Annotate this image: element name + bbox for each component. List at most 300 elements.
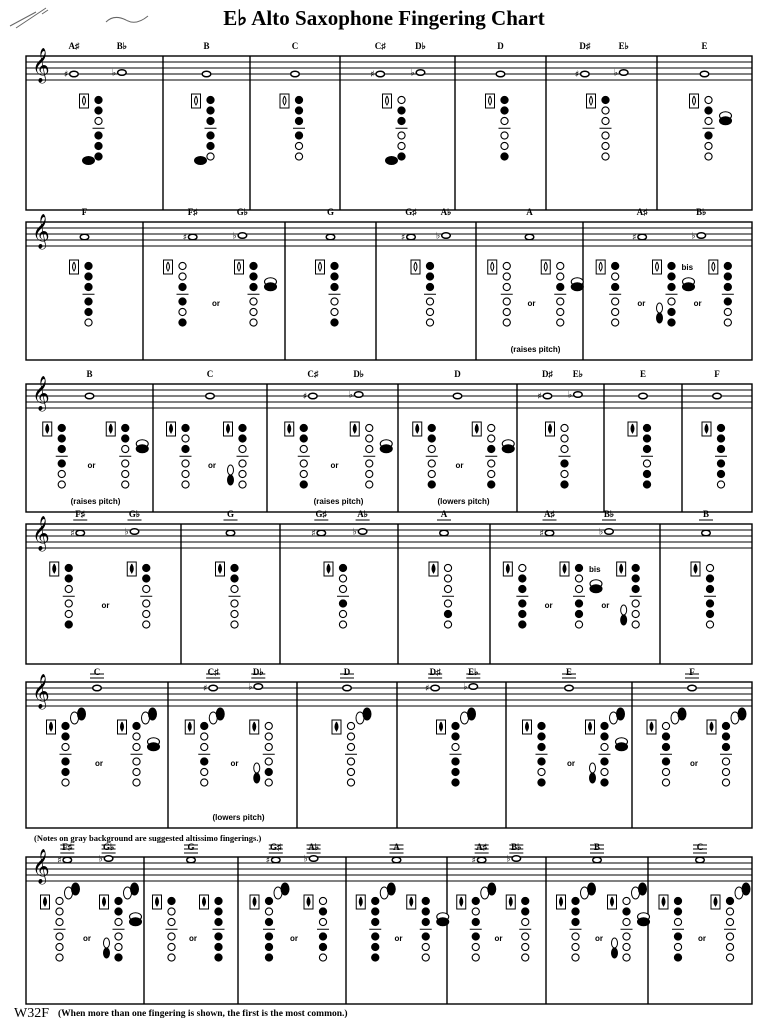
tone-hole-icon [250,308,257,315]
flat-icon: ♭ [352,527,357,538]
octave-key-icon [153,895,162,909]
tone-hole-icon [201,743,208,750]
palm-key-icon [71,708,86,724]
fingering-diagram [127,562,152,628]
tone-hole-icon [472,933,479,940]
tone-hole-icon [182,435,189,442]
tone-hole-icon [300,424,307,431]
sharp-icon: ♯ [203,684,208,694]
side-key-icon [148,743,160,751]
tone-hole-icon [122,424,129,431]
tone-hole-icon [179,308,186,315]
tone-hole-icon [668,319,675,326]
side-key-icon [571,283,583,291]
tone-hole-icon [572,943,579,950]
octave-key-icon [608,895,617,909]
sharp-icon: ♯ [471,856,477,866]
tone-hole-icon [239,445,246,452]
flat-icon: ♭ [248,682,253,693]
side-key-icon [136,445,148,453]
or-label: or [330,461,339,470]
tone-hole-icon [575,575,582,582]
tone-hole-icon [372,897,379,904]
note-head-icon [702,530,711,536]
note-label: F [689,667,695,677]
tone-hole-icon [575,600,582,607]
tone-hole-icon [612,308,619,315]
palm-key-icon [735,883,750,899]
tone-hole-icon [488,445,495,452]
tone-hole-icon [519,610,526,617]
tone-hole-icon [561,424,568,431]
fingering-diagram [167,422,192,488]
tone-hole-icon [602,107,609,114]
tone-hole-icon [632,600,639,607]
pitch-comment: (lowers pitch) [212,813,265,822]
music-staff [26,214,752,250]
tone-hole-icon [231,564,238,571]
tone-hole-icon [444,564,451,571]
or-label: or [637,299,646,308]
tone-hole-icon [85,283,92,290]
note-head-icon [416,70,425,76]
tone-hole-icon [632,621,639,628]
tone-hole-icon [612,273,619,280]
tone-hole-icon [265,768,272,775]
or-label: or [693,299,702,308]
note-cell [164,207,277,326]
note-head-icon [565,685,574,691]
tone-hole-icon [168,954,175,961]
fingering-diagram [47,708,86,786]
tone-hole-icon [538,743,545,750]
tone-hole-icon [95,132,102,139]
tone-hole-icon [602,96,609,103]
note-label: A♯ [476,842,488,852]
fingering-diagram [691,562,716,628]
tone-hole-icon [717,424,724,431]
low-key-icon [195,157,207,165]
or-label: or [595,934,603,943]
tone-hole-icon [207,153,214,160]
fingering-diagram [413,422,438,488]
tone-hole-icon [182,470,189,477]
note-label: C [696,842,704,852]
tone-hole-icon [339,600,346,607]
tone-hole-icon [182,460,189,467]
tone-hole-icon [207,142,214,149]
side-key-icon [265,283,277,291]
tone-hole-icon [398,142,405,149]
note-head-icon [343,685,352,691]
fingering-diagram [503,562,528,628]
tone-hole-icon [65,585,72,592]
tone-hole-icon [168,897,175,904]
tone-hole-icon [706,585,713,592]
pitch-comment: (raises pitch) [70,497,121,506]
octave-key-icon [127,562,136,576]
note-cell [503,509,641,628]
note-cell [192,41,217,165]
tone-hole-icon [201,722,208,729]
fingering-diagram [596,260,621,326]
fingering-row [26,509,752,664]
fingering-diagram [546,422,571,488]
octave-key-icon [80,94,89,108]
tone-hole-icon [705,142,712,149]
fingering-diagram [472,422,514,488]
palm-key-icon [274,883,289,899]
fingering-diagram [224,422,249,488]
tone-hole-icon [207,96,214,103]
tone-hole-icon [557,319,564,326]
tone-hole-icon [398,96,405,103]
tone-hole-icon [201,758,208,765]
treble-clef-icon: 𝄞 [32,48,50,83]
note-head-icon [376,71,385,77]
octave-key-icon [709,260,718,274]
side-c-key-icon [621,605,627,625]
tone-hole-icon [366,470,373,477]
tone-hole-icon [522,908,529,915]
note-cell [64,41,127,165]
fingering-diagram [429,562,454,628]
tone-hole-icon [331,273,338,280]
octave-key-icon [118,720,127,734]
tone-hole-icon [239,424,246,431]
sharp-icon: ♯ [632,233,637,243]
tone-hole-icon [58,435,65,442]
treble-clef-icon: 𝄞 [32,849,50,884]
tone-hole-icon [674,954,681,961]
note-cell [401,207,451,326]
tone-hole-icon [623,954,630,961]
fingering-diagram [407,895,449,961]
fingering-diagram [200,895,225,961]
tone-hole-icon [572,897,579,904]
tone-hole-icon [452,768,459,775]
tone-hole-icon [65,564,72,571]
tone-hole-icon [444,621,451,628]
octave-key-icon [557,895,566,909]
tone-hole-icon [717,460,724,467]
fingering-diagram [557,883,596,961]
fingering-diagram [118,708,160,786]
bis-label: bis [681,263,694,272]
tone-hole-icon [501,117,508,124]
palm-key-icon [142,708,157,724]
tone-hole-icon [319,897,326,904]
octave-key-icon [628,422,637,436]
note-head-icon [581,71,590,77]
tone-hole-icon [295,153,302,160]
fingering-diagram [43,422,68,488]
side-key-icon [130,918,142,926]
sharp-icon: ♯ [539,529,544,539]
note-cell [250,842,329,961]
octave-key-icon [437,720,446,734]
fingering-diagram [457,883,496,961]
flat-icon: ♭ [567,390,573,401]
tone-hole-icon [522,897,529,904]
tone-hole-icon [601,768,608,775]
tone-hole-icon [726,908,733,915]
note-cell [167,369,249,488]
tone-hole-icon [519,575,526,582]
tone-hole-icon [643,481,650,488]
note-head-icon [431,685,440,691]
flat-icon: ♭ [613,68,618,79]
tone-hole-icon [201,768,208,775]
tone-hole-icon [503,273,510,280]
tone-hole-icon [231,610,238,617]
tone-hole-icon [265,918,272,925]
note-cell [153,842,225,961]
fingering-diagram [486,94,511,160]
tone-hole-icon [668,273,675,280]
tone-hole-icon [95,142,102,149]
note-cell [628,369,653,488]
tone-hole-icon [239,470,246,477]
tone-hole-icon [612,319,619,326]
tone-hole-icon [724,298,731,305]
note-label: A♯ [636,207,648,217]
tone-hole-icon [472,943,479,950]
octave-key-icon [106,422,115,436]
tone-hole-icon [250,319,257,326]
note-label: D♯ [429,667,441,677]
fingering-diagram [100,883,142,961]
tone-hole-icon [662,779,669,786]
tone-hole-icon [398,107,405,114]
tone-hole-icon [717,435,724,442]
note-label: A♭ [308,842,319,852]
note-label: F [714,369,720,379]
fingering-diagram [250,883,289,961]
tone-hole-icon [168,918,175,925]
fingering-diagram [586,708,628,786]
tone-hole-icon [56,908,63,915]
tone-hole-icon [65,600,72,607]
music-staff [26,849,752,885]
tone-hole-icon [522,933,529,940]
note-cell [185,667,275,822]
tone-hole-icon [95,117,102,124]
tone-hole-icon [122,460,129,467]
fingering-diagram [106,422,148,488]
octave-key-icon [316,260,325,274]
or-label: or [527,299,536,308]
fingering-diagram [617,562,642,628]
sharp-icon: ♯ [302,392,308,402]
octave-key-icon [707,720,716,734]
palm-key-icon [481,883,496,899]
tone-hole-icon [717,445,724,452]
note-label: A♭ [440,207,452,217]
octave-key-icon [457,895,466,909]
tone-hole-icon [168,943,175,950]
tone-hole-icon [372,908,379,915]
note-label: D♭ [415,41,426,51]
tone-hole-icon [623,933,630,940]
tone-hole-icon [575,610,582,617]
tone-hole-icon [372,933,379,940]
note-head-icon [206,393,215,399]
octave-key-icon [586,720,595,734]
side-c-key-icon [228,465,234,485]
or-label: or [698,934,706,943]
tone-hole-icon [705,153,712,160]
note-cell [647,667,746,786]
tone-hole-icon [426,298,433,305]
tone-hole-icon [662,722,669,729]
note-cell [332,667,371,786]
tone-hole-icon [133,779,140,786]
fingering-diagram [70,260,95,326]
tone-hole-icon [602,117,609,124]
octave-key-icon [280,94,289,108]
tone-hole-icon [674,897,681,904]
note-head-icon [696,857,705,863]
flat-icon: ♭ [98,854,103,865]
row-frame [26,854,752,1004]
flat-icon: ♭ [410,68,415,79]
octave-key-icon [506,895,515,909]
note-cell [457,842,532,961]
fingering-diagram [702,422,727,488]
tone-hole-icon [347,758,354,765]
tone-hole-icon [501,96,508,103]
tone-hole-icon [62,768,69,775]
sharp-icon: ♯ [63,70,69,80]
tone-hole-icon [706,621,713,628]
octave-key-icon [100,895,109,909]
tone-hole-icon [339,564,346,571]
note-label: E♭ [572,369,584,379]
tone-hole-icon [501,142,508,149]
note-label: E [639,369,647,379]
octave-key-icon [216,562,225,576]
tone-hole-icon [557,273,564,280]
tone-hole-icon [250,298,257,305]
tone-hole-icon [668,298,675,305]
note-label: A [393,842,400,852]
tone-hole-icon [265,743,272,750]
tone-hole-icon [519,621,526,628]
sharp-icon: ♯ [537,392,542,402]
octave-key-icon [503,562,512,576]
tone-hole-icon [612,262,619,269]
tone-hole-icon [726,943,733,950]
or-label: or [101,601,110,610]
tone-hole-icon [632,575,639,582]
note-head-icon [309,393,318,399]
tone-hole-icon [295,117,302,124]
tone-hole-icon [182,481,189,488]
row-frame [26,222,752,360]
tone-hole-icon [557,262,564,269]
tone-hole-icon [706,564,713,571]
fingering-diagram [192,94,217,165]
tone-hole-icon [179,298,186,305]
fingering-diagram [506,895,531,961]
note-head-icon [574,392,583,398]
note-head-icon [291,71,300,77]
tone-hole-icon [319,954,326,961]
tone-hole-icon [215,897,222,904]
tone-hole-icon [426,262,433,269]
tone-hole-icon [58,445,65,452]
tone-hole-icon [347,743,354,750]
note-head-icon [713,393,722,399]
octave-key-icon [250,720,259,734]
note-head-icon [80,234,89,240]
note-label: A♯ [68,41,80,51]
footer-code: W32F [14,1006,49,1021]
tone-hole-icon [179,262,186,269]
tone-hole-icon [250,273,257,280]
tone-hole-icon [575,585,582,592]
tone-hole-icon [426,273,433,280]
tone-hole-icon [265,943,272,950]
tone-hole-icon [452,758,459,765]
tone-hole-icon [705,107,712,114]
note-head-icon [639,393,648,399]
note-label: G♯ [315,509,328,519]
side-c-key-icon [590,763,596,783]
tone-hole-icon [115,933,122,940]
tone-hole-icon [503,319,510,326]
tone-hole-icon [331,319,338,326]
note-head-icon [209,685,218,691]
note-head-icon [118,70,127,76]
or-label: or [455,461,464,470]
side-key-icon [590,585,602,593]
octave-key-icon [560,562,569,576]
octave-key-icon [488,260,497,274]
tone-hole-icon [65,575,72,582]
tone-hole-icon [601,733,608,740]
note-label: D [497,41,504,51]
tone-hole-icon [422,933,429,940]
fingering-diagram [41,883,80,961]
note-label: A♭ [357,509,368,519]
tone-hole-icon [444,585,451,592]
side-key-icon [616,743,628,751]
tone-hole-icon [426,308,433,315]
fingering-row [26,667,752,828]
tone-hole-icon [347,722,354,729]
sharp-icon: ♯ [311,529,316,539]
low-key-icon [386,157,398,165]
or-label: or [212,299,220,308]
fingering-diagram [350,422,392,488]
sharp-icon: ♯ [401,233,406,243]
tone-hole-icon [95,96,102,103]
tone-hole-icon [85,319,92,326]
music-staff [26,674,752,710]
fingering-diagram [250,720,275,786]
fingering-diagram [437,708,476,786]
tone-hole-icon [602,153,609,160]
note-cell [557,842,650,961]
tone-hole-icon [295,107,302,114]
tone-hole-icon [503,262,510,269]
tone-hole-icon [572,908,579,915]
note-head-icon [697,233,706,239]
tone-hole-icon [331,308,338,315]
tone-hole-icon [215,943,222,950]
